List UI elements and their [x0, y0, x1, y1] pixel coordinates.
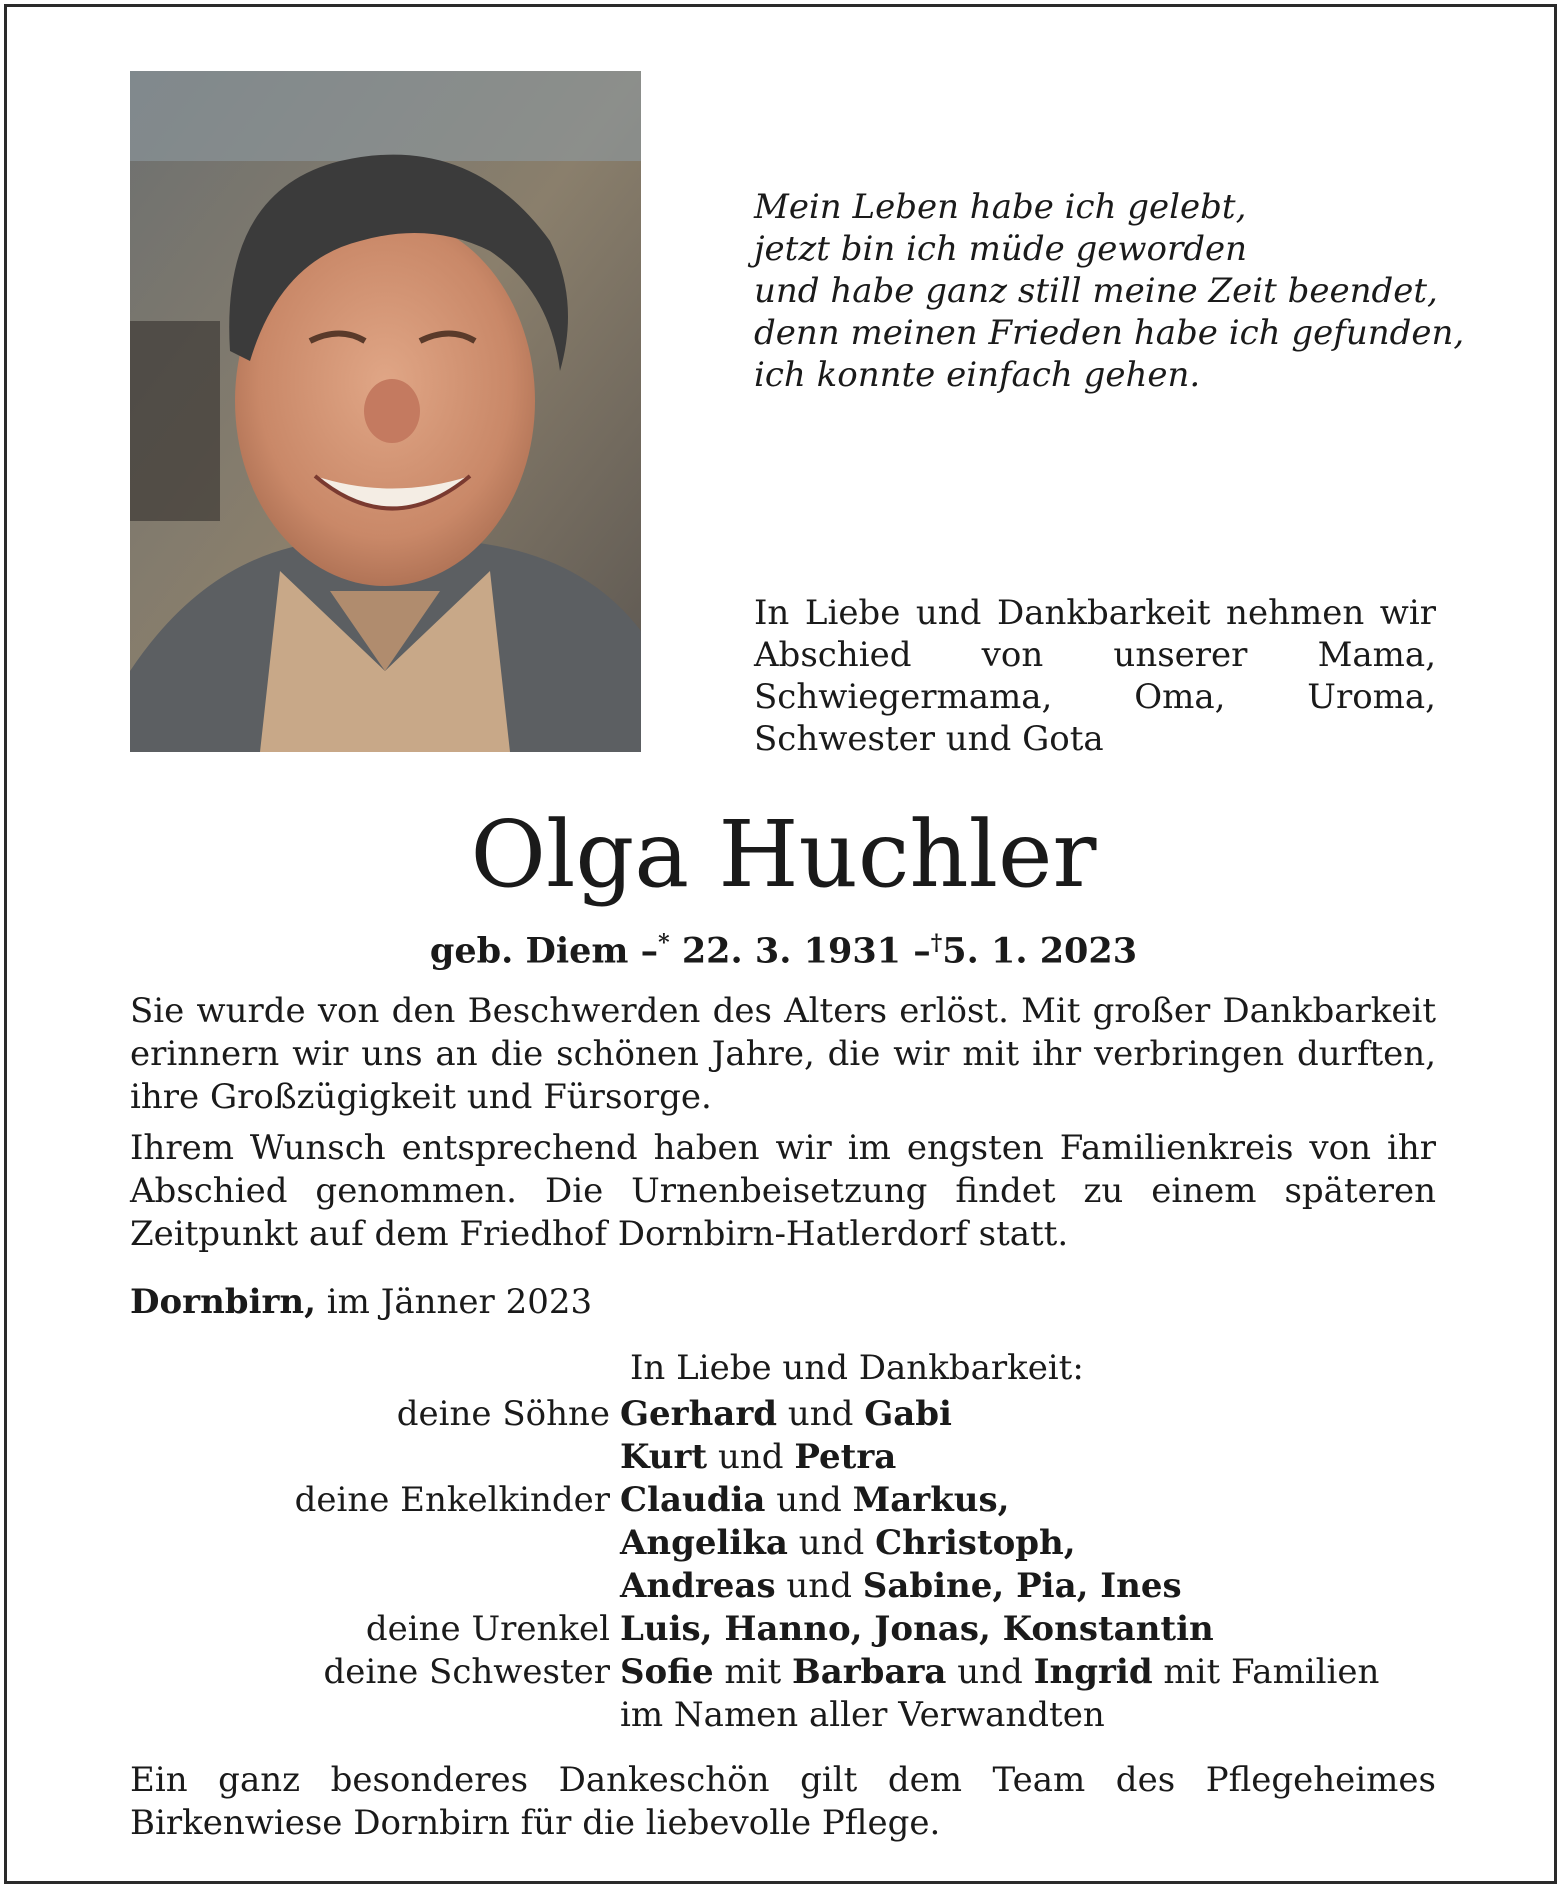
separator-dash: –: [640, 930, 659, 972]
deceased-name: Olga Huchler: [470, 801, 1097, 908]
mourner-row: [0, 1608, 1567, 1651]
mourner-row: [0, 1651, 1567, 1694]
mourner-row: [0, 1565, 1567, 1608]
life-dates: [0, 920, 1567, 975]
mourner-row: [0, 1393, 1567, 1436]
mourner-label: deine Söhne: [396, 1394, 610, 1434]
mourner-names: Angelika und Christoph,: [620, 1523, 1076, 1563]
mourner-names: Luis, Hanno, Jonas, Konstantin: [620, 1609, 1214, 1649]
place-name: Dornbirn,: [130, 1282, 316, 1322]
paragraph-one: Sie wurde von den Beschwerden des Alters erlöst. Mit großer Dankbarkeit erinnern wir uns an die schönen Jahre, die wir mit ihr verbringen durften, ihre Großzügigkeit und Fürsorge.: [130, 991, 1436, 1117]
mourner-row: [0, 1522, 1567, 1565]
mourner-names: Kurt und Petra: [620, 1437, 897, 1477]
intro-text: In Liebe und Dankbarkeit nehmen wir Abschied von unserer Mama, Schwiegermama, Oma, Uroma, Schwester und Gota: [754, 593, 1436, 759]
portrait-image: [130, 71, 641, 752]
mourner-row: [0, 1436, 1567, 1479]
mourner-names: im Namen aller Verwandten: [620, 1695, 1105, 1735]
mourners-list: [0, 1393, 1567, 1737]
mourner-label: deine Urenkel: [365, 1609, 610, 1649]
mourner-label: deine Enkelkinder: [294, 1480, 610, 1520]
separator-dash: –: [913, 930, 931, 972]
closing-thanks: Ein ganz besonderes Dankeschön gilt dem Team des Pflegeheimes Birkenwiese Dornbirn für die liebevolle Pflege.: [130, 1760, 1436, 1843]
signature-heading: In Liebe und Dankbarkeit:: [630, 1348, 1084, 1388]
portrait-photo: [130, 71, 641, 752]
death-mark: †: [930, 930, 943, 956]
place-and-date: [130, 1281, 592, 1324]
birth-mark: *: [658, 930, 670, 956]
memorial-poem: Mein Leben habe ich gelebt, jetzt bin ich müde geworden und habe ganz still meine Zeit beendet, denn meinen Frieden habe ich gefunden, ich konnte einfach gehen.: [754, 187, 1465, 395]
mourner-names: Andreas und Sabine, Pia, Ines: [620, 1566, 1182, 1606]
place-date: im Jänner 2023: [315, 1282, 593, 1322]
mourner-names: Gerhard und Gabi: [620, 1394, 952, 1434]
death-date: 5. 1. 2023: [942, 930, 1138, 972]
mourner-label: deine Schwester: [323, 1652, 610, 1692]
birth-date: 22. 3. 1931: [681, 930, 902, 972]
mourner-row: [0, 1479, 1567, 1522]
mourner-names: Sofie mit Barbara und Ingrid mit Familien: [620, 1652, 1380, 1692]
paragraph-two: Ihrem Wunsch entsprechend haben wir im engsten Familienkreis von ihr Abschied genommen. Die Urnenbeisetzung findet zu einem späteren Zeitpunkt auf dem Friedhof Dornbirn-Hatlerdorf statt.: [130, 1128, 1436, 1254]
mourner-row: [0, 1694, 1567, 1737]
birth-name: geb. Diem: [429, 930, 629, 972]
mourner-names: Claudia und Markus,: [620, 1480, 1010, 1520]
